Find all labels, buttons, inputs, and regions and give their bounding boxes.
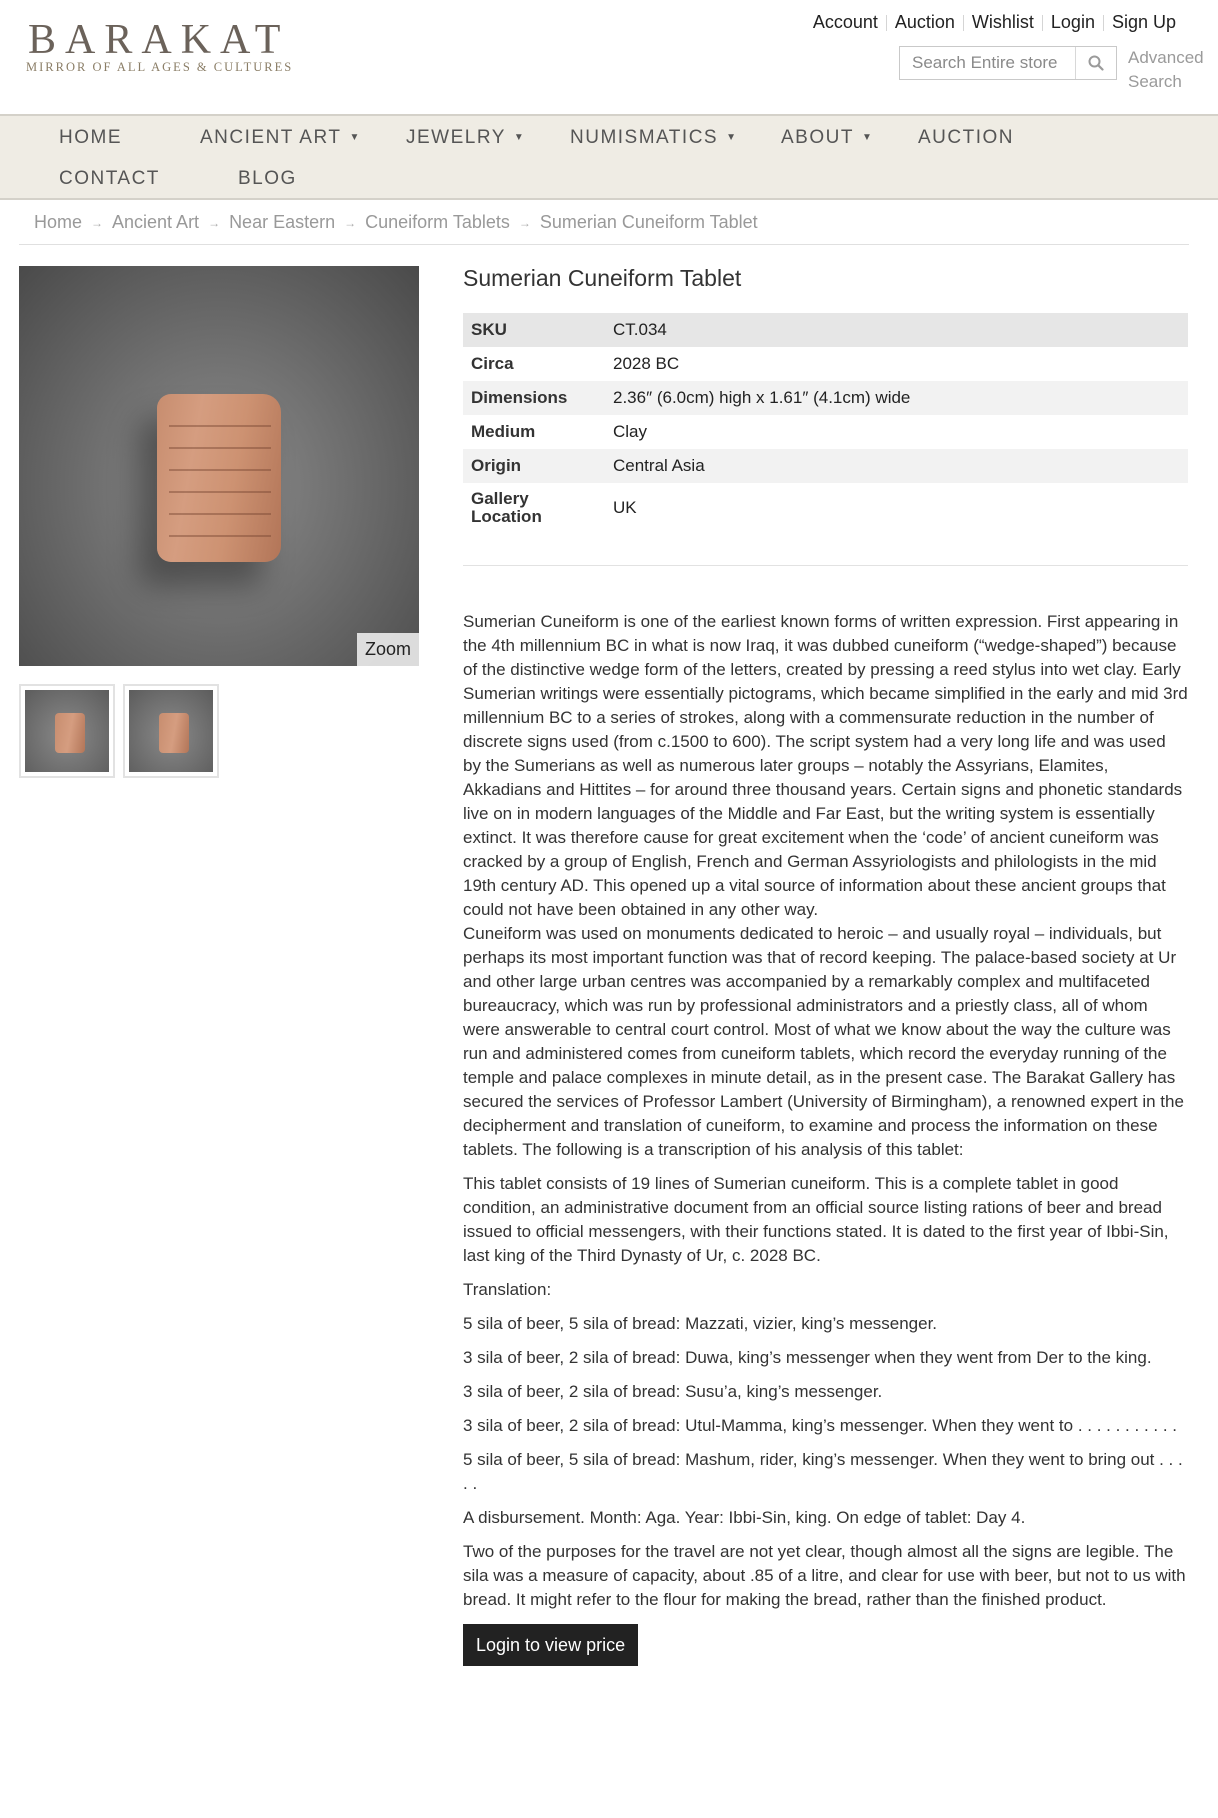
caret-down-icon: ▼ — [726, 132, 738, 143]
product-title: Sumerian Cuneiform Tablet — [463, 265, 742, 291]
nav-label: ANCIENT ART — [200, 127, 342, 148]
nav-numismatics[interactable] — [570, 127, 738, 149]
arrow-right-icon: → — [208, 215, 221, 230]
breadcrumb-home[interactable]: Home — [34, 212, 83, 232]
table-row — [463, 449, 1188, 483]
tablet-photo — [157, 394, 281, 562]
nav-label: AUCTION — [918, 127, 1014, 148]
spec-value: CT.034 — [605, 313, 1188, 347]
login-to-view-price-button[interactable]: Login to view price — [463, 1624, 638, 1666]
wishlist-link[interactable]: Wishlist — [971, 12, 1034, 32]
login-link[interactable]: Login — [1050, 12, 1095, 32]
caret-down-icon: ▼ — [349, 132, 361, 143]
spec-value: Central Asia — [605, 449, 1188, 483]
nav-blog[interactable] — [238, 168, 297, 190]
search-input[interactable] — [900, 47, 1074, 79]
description-paragraph: Sumerian Cuneiform is one of the earliest known forms of written expression. First appearing in the 4th millennium BC in what is now Iraq, it was dubbed cuneiform (“wedge-shaped”) because of the distinctive wedge form of the letters, created by pressing a reed stylus into wet clay. Early Sumerian writings were essentially pictograms, which became simplified in the early and mid 3rd millennium BC to a series of strokes, along with a commensurate reduction in the number of discrete signs used (from c.1500 to 600). The script system had a very long life and was used by the Sumerians as well as numerous later groups – notably the Assyrians, Elamites, Akkadians and Hittites – for around three thousand years. Certain signs and phonetic standards live on in modern languages of the Middle and Far East, but the writing system is essentially extinct. It was therefore cause for great excitement when the ‘code’ of ancient cuneiform was cracked by a group of English, French and German Assyriologists and philologists in the mid 19th century AD. This opened up a vital source of information about these ancient groups that could not have been obtained in any other way. — [463, 612, 1188, 919]
description-paragraph: Two of the purposes for the travel are not yet clear, though almost all the signs are legible. The sila was a measure of capacity, about .85 of a litre, and clear for use with beer, but not to us with bread. It might refer to the flour for making the bread, rather than the finished product. — [463, 1542, 1186, 1609]
table-row — [463, 347, 1188, 381]
caret-down-icon: ▼ — [513, 132, 526, 143]
arrow-right-icon: → — [518, 215, 531, 230]
nav-label: BLOG — [238, 168, 297, 189]
description-paragraph: This tablet consists of 19 lines of Sumerian cuneiform. This is a complete tablet in good condition, an administrative document from an official source listing rations of beer and bread issued to official messengers, with their functions stated. It is dated to the first year of Ibbi-Sin, last king of the Third Dynasty of Ur, c. 2028 BC. — [463, 1174, 1169, 1265]
account-link[interactable]: Account — [812, 12, 878, 32]
translation-line: 3 sila of beer, 2 sila of bread: Duwa, king’s messenger when they went from Der to the king. — [463, 1348, 1152, 1367]
zoom-button[interactable]: Zoom — [357, 633, 419, 666]
nav-home[interactable] — [59, 127, 122, 149]
translation-line: 3 sila of beer, 2 sila of bread: Utul-Mamma, king’s messenger. When they went to . . . . . . . . . . . — [463, 1416, 1177, 1435]
spec-key: Dimensions — [463, 381, 605, 415]
logo-tagline: MIRROR OF ALL AGES & CULTURES — [26, 60, 294, 74]
product-thumbnail[interactable] — [19, 684, 115, 778]
search-icon — [1088, 55, 1104, 71]
auction-link[interactable]: Auction — [894, 12, 955, 32]
spec-value: Clay — [613, 422, 648, 441]
spec-key: Origin — [463, 449, 605, 483]
product-description — [463, 610, 1188, 1666]
spec-key: SKU — [463, 313, 605, 347]
product-specs-table — [463, 313, 1188, 533]
spec-key: Medium — [471, 422, 536, 441]
translation-line: 5 sila of beer, 5 sila of bread: Mazzati, vizier, king’s messenger. — [463, 1314, 938, 1333]
translation-line: 3 sila of beer, 2 sila of bread: Susu’a, king’s messenger. — [463, 1382, 883, 1401]
nav-label: HOME — [59, 127, 122, 148]
divider — [463, 565, 1188, 566]
spec-value: UK — [613, 498, 637, 517]
nav-about[interactable] — [781, 127, 873, 149]
product-thumbnail[interactable] — [123, 684, 219, 778]
nav-ancient-art[interactable] — [200, 127, 361, 149]
nav-contact[interactable] — [59, 168, 160, 190]
search-button[interactable] — [1075, 47, 1116, 79]
arrow-right-icon: → — [344, 215, 357, 230]
advanced-search-link[interactable]: Advanced Search — [1128, 48, 1204, 91]
translation-heading: Translation: — [463, 1280, 552, 1299]
product-main-image[interactable] — [19, 266, 419, 666]
nav-label: JEWELRY — [406, 127, 506, 148]
breadcrumb-ancient-art[interactable]: Ancient Art — [112, 212, 200, 232]
table-row — [463, 415, 1188, 449]
logo[interactable]: BARAKAT — [28, 17, 290, 63]
nav-label: NUMISMATICS — [570, 127, 719, 148]
spec-value: 2.36″ (6.0cm) high x 1.61″ (4.1cm) wide — [605, 381, 1188, 415]
spec-key: Gallery Location — [471, 489, 542, 526]
arrow-right-icon: → — [91, 215, 104, 230]
breadcrumb-cuneiform-tablets[interactable]: Cuneiform Tablets — [365, 212, 510, 232]
spec-key: Circa — [471, 354, 514, 373]
nav-label: ABOUT — [781, 127, 854, 148]
table-row — [463, 483, 1188, 533]
spec-value: 2028 BC — [613, 354, 680, 373]
table-row — [463, 313, 1188, 347]
translation-line: A disbursement. Month: Aga. Year: Ibbi-Sin, king. On edge of tablet: Day 4. — [463, 1508, 1026, 1527]
nav-label: CONTACT — [59, 168, 160, 189]
translation-line: 5 sila of beer, 5 sila of bread: Mashum, rider, king’s messenger. When they went to bring out . . . . . — [463, 1450, 1183, 1493]
caret-down-icon: ▼ — [861, 132, 874, 143]
nav-auction[interactable] — [918, 127, 1014, 149]
nav-jewelry[interactable] — [406, 127, 525, 149]
table-row — [463, 381, 1188, 415]
account-links — [805, 12, 1184, 33]
site-header — [0, 0, 1218, 114]
search-box — [899, 46, 1117, 80]
breadcrumb-near-eastern[interactable]: Near Eastern — [229, 212, 336, 232]
divider — [19, 244, 1189, 245]
signup-link[interactable]: Sign Up — [1111, 12, 1176, 32]
main-nav — [0, 114, 1218, 200]
breadcrumb — [34, 212, 758, 233]
breadcrumb-current: Sumerian Cuneiform Tablet — [539, 212, 758, 232]
description-paragraph: Cuneiform was used on monuments dedicated to heroic – and usually royal – individuals, but perhaps its most important function was that of record keeping. The palace-based society at Ur and other large urban centres was accompanied by a remarkably complex and multifaceted bureaucracy, which was run by professional administrators and a priestly class, all of whom were answerable to central court control. Most of what we know about the way the culture was run and administered comes from cuneiform tablets, which record the everyday running of the temple and palace complexes in minute detail, as in the present case. The Barakat Gallery has secured the services of Professor Lambert (University of Birmingham), a renowned expert in the decipherment and translation of cuneiform, to examine and process the information on these tablets. The following is a transcription of his analysis of this tablet: — [463, 924, 1184, 1159]
